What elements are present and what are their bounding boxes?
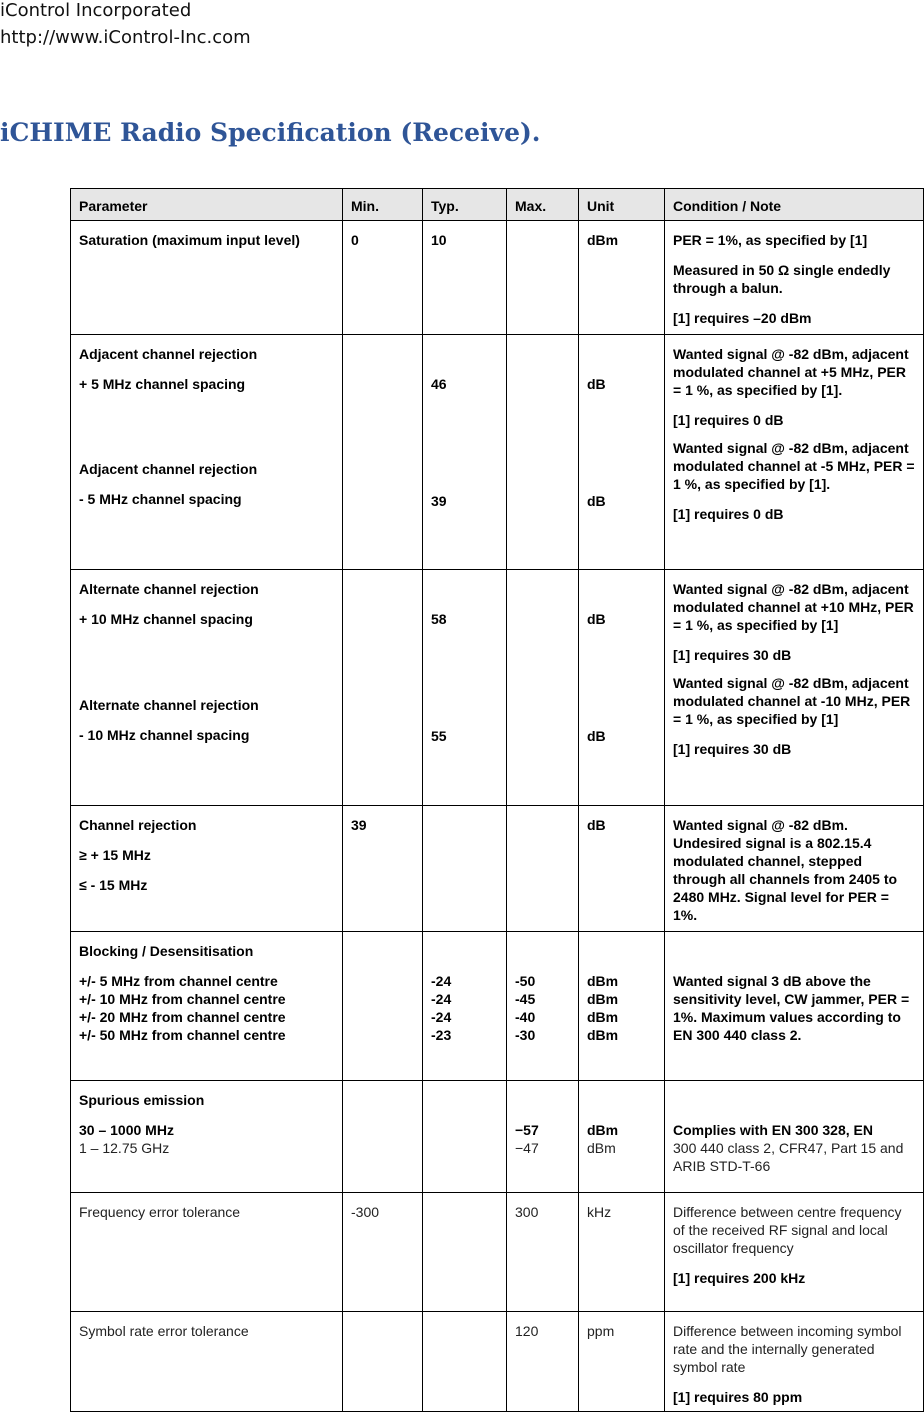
min-cell [343, 1193, 423, 1312]
condition-line: [1] requires 200 kHz [673, 1270, 806, 1286]
table-row [71, 570, 924, 806]
min-cell [343, 570, 423, 806]
condition-line: [1] requires 80 ppm [673, 1389, 803, 1405]
max-cell [507, 806, 579, 932]
table-row [71, 1081, 924, 1193]
min-cell [343, 1081, 423, 1193]
param-line: Alternate channel rejection [79, 697, 259, 713]
max-value: 300 [515, 1204, 539, 1220]
unit-value: dBm [587, 1009, 619, 1025]
typ-value: 10 [431, 232, 447, 248]
table-row [71, 1193, 924, 1312]
max-cell [507, 932, 579, 1081]
typ-value: -24 [431, 991, 452, 1007]
param-line: Channel rejection [79, 817, 197, 833]
unit-value: dBm [587, 1122, 619, 1138]
unit-cell [579, 1081, 665, 1193]
condition-cell [665, 806, 924, 932]
table-header-row [71, 189, 924, 221]
param-cell [71, 1081, 343, 1193]
col-max: Max. [507, 189, 579, 221]
condition-line: [1] requires –20 dBm [673, 310, 812, 326]
col-typ: Typ. [423, 189, 507, 221]
typ-value: -24 [431, 973, 452, 989]
condition-line: [1] requires 30 dB [673, 647, 792, 663]
condition-line: PER = 1%, as specified by [1] [673, 232, 868, 248]
unit-value: kHz [587, 1204, 612, 1220]
table-row [71, 335, 924, 570]
typ-cell [423, 221, 507, 335]
table-row [71, 932, 924, 1081]
min-value: 39 [351, 817, 367, 833]
condition-line: Wanted signal @ -82 dBm, adjacent modulated channel at -5 MHz, PER = 1 %, as specified by [1]. [673, 440, 915, 492]
condition-line: [1] requires 30 dB [673, 741, 792, 757]
unit-value: dBm [587, 232, 619, 248]
typ-value: -23 [431, 1027, 452, 1043]
unit-value: dBm [587, 1140, 616, 1156]
typ-value: -24 [431, 1009, 452, 1025]
condition-line: [1] requires 0 dB [673, 412, 784, 428]
max-value: 120 [515, 1323, 539, 1339]
unit-value: dB [587, 728, 606, 744]
condition-line: Difference between incoming symbol rate and the internally generated symbol rate [673, 1323, 902, 1375]
unit-value: dB [587, 817, 606, 833]
min-cell [343, 335, 423, 570]
min-cell [343, 221, 423, 335]
max-value: -40 [515, 1009, 536, 1025]
param-line: Adjacent channel rejection [79, 461, 258, 477]
unit-cell [579, 1193, 665, 1312]
param-line: Adjacent channel rejection [79, 346, 258, 362]
max-value: −57 [515, 1122, 539, 1138]
unit-value: dB [587, 611, 606, 627]
param-cell [71, 221, 343, 335]
min-cell [343, 1312, 423, 1412]
param-line: Symbol rate error tolerance [79, 1323, 249, 1339]
typ-cell [423, 1312, 507, 1412]
company-website: http://www.iControl-Inc.com [0, 27, 251, 48]
col-condition: Condition / Note [665, 189, 924, 221]
condition-line: Difference between centre frequency of the received RF signal and local oscillator frequency [673, 1204, 902, 1256]
condition-cell [665, 932, 924, 1081]
table-row [71, 806, 924, 932]
max-cell [507, 1193, 579, 1312]
condition-cell [665, 221, 924, 335]
unit-cell [579, 570, 665, 806]
max-cell [507, 335, 579, 570]
table-row [71, 1312, 924, 1412]
condition-cell [665, 1081, 924, 1193]
param-line: - 5 MHz channel spacing [79, 491, 242, 507]
max-cell [507, 221, 579, 335]
unit-cell [579, 1312, 665, 1412]
condition-line: Wanted signal @ -82 dBm, adjacent modulated channel at +5 MHz, PER = 1 %, as specified by [1]. [673, 346, 909, 398]
typ-cell [423, 806, 507, 932]
typ-cell [423, 1081, 507, 1193]
max-value: -30 [515, 1027, 536, 1043]
spec-table [70, 188, 924, 1412]
unit-cell [579, 335, 665, 570]
param-line: + 5 MHz channel spacing [79, 376, 246, 392]
max-value: -50 [515, 973, 536, 989]
typ-cell [423, 570, 507, 806]
unit-value: dBm [587, 973, 619, 989]
max-value: −47 [515, 1140, 539, 1156]
param-cell [71, 932, 343, 1081]
param-line: Frequency error tolerance [79, 1204, 241, 1220]
unit-value: dB [587, 493, 606, 509]
company-name: iControl Incorporated [0, 0, 192, 21]
param-line: +/- 50 MHz from channel centre [79, 1027, 286, 1043]
param-line: + 10 MHz channel spacing [79, 611, 253, 627]
param-cell [71, 1193, 343, 1312]
condition-line: Complies with EN 300 328, EN [673, 1122, 873, 1138]
condition-line: Wanted signal @ -82 dBm. Undesired signal is a 802.15.4 modulated channel, stepped through all channels from 2405 to 2480 MHz. Signal level for PER = 1%. [673, 817, 898, 923]
param-line: ≤ - 15 MHz [79, 877, 148, 893]
typ-value: 39 [431, 493, 447, 509]
param-line: Alternate channel rejection [79, 581, 259, 597]
col-parameter: Parameter [71, 189, 343, 221]
unit-value: ppm [587, 1323, 615, 1339]
condition-cell [665, 1193, 924, 1312]
table-row [71, 221, 924, 335]
param-line: 30 – 1000 MHz [79, 1122, 174, 1138]
param-line: Spurious emission [79, 1092, 205, 1108]
condition-line: Wanted signal 3 dB above the sensitivity level, CW jammer, PER = 1%. Maximum values according to EN 300 440 class 2. [673, 973, 910, 1043]
condition-cell [665, 570, 924, 806]
param-line: +/- 10 MHz from channel centre [79, 991, 286, 1007]
max-value: -45 [515, 991, 536, 1007]
typ-cell [423, 335, 507, 570]
col-unit: Unit [579, 189, 665, 221]
condition-line: Wanted signal @ -82 dBm, adjacent modulated channel at -10 MHz, PER = 1 %, as specified by [1] [673, 675, 911, 727]
unit-value: dB [587, 376, 606, 392]
min-cell [343, 932, 423, 1081]
param-line: 1 – 12.75 GHz [79, 1140, 170, 1156]
param-line: +/- 20 MHz from channel centre [79, 1009, 286, 1025]
min-value: 0 [351, 232, 359, 248]
max-cell [507, 1081, 579, 1193]
condition-line: 300 440 class 2, CFR47, Part 15 and ARIB STD-T-66 [673, 1140, 904, 1174]
unit-cell [579, 806, 665, 932]
typ-value: 55 [431, 728, 447, 744]
param-line: - 10 MHz channel spacing [79, 727, 250, 743]
typ-cell [423, 1193, 507, 1312]
typ-cell [423, 932, 507, 1081]
condition-line: [1] requires 0 dB [673, 506, 784, 522]
param-cell [71, 806, 343, 932]
condition-line: Wanted signal @ -82 dBm, adjacent modulated channel at +10 MHz, PER = 1 %, as specified by [1] [673, 581, 914, 633]
param-cell [71, 335, 343, 570]
typ-value: 46 [431, 376, 447, 392]
condition-line: Measured in 50 Ω single endedly through a balun. [673, 262, 891, 296]
param-cell [71, 1312, 343, 1412]
max-cell [507, 570, 579, 806]
condition-cell [665, 1312, 924, 1412]
unit-cell [579, 932, 665, 1081]
col-min: Min. [343, 189, 423, 221]
unit-value: dBm [587, 991, 619, 1007]
param-cell [71, 570, 343, 806]
unit-value: dBm [587, 1027, 619, 1043]
page-title: iCHIME Radio Specification (Receive). [0, 118, 541, 147]
min-cell [343, 806, 423, 932]
min-value: -300 [351, 1204, 380, 1220]
param-line: Saturation (maximum input level) [79, 232, 300, 248]
unit-cell [579, 221, 665, 335]
param-line: Blocking / Desensitisation [79, 943, 254, 959]
param-line: +/- 5 MHz from channel centre [79, 973, 278, 989]
param-line: ≥ + 15 MHz [79, 847, 151, 863]
typ-value: 58 [431, 611, 447, 627]
max-cell [507, 1312, 579, 1412]
condition-cell [665, 335, 924, 570]
company-header [0, 0, 251, 51]
